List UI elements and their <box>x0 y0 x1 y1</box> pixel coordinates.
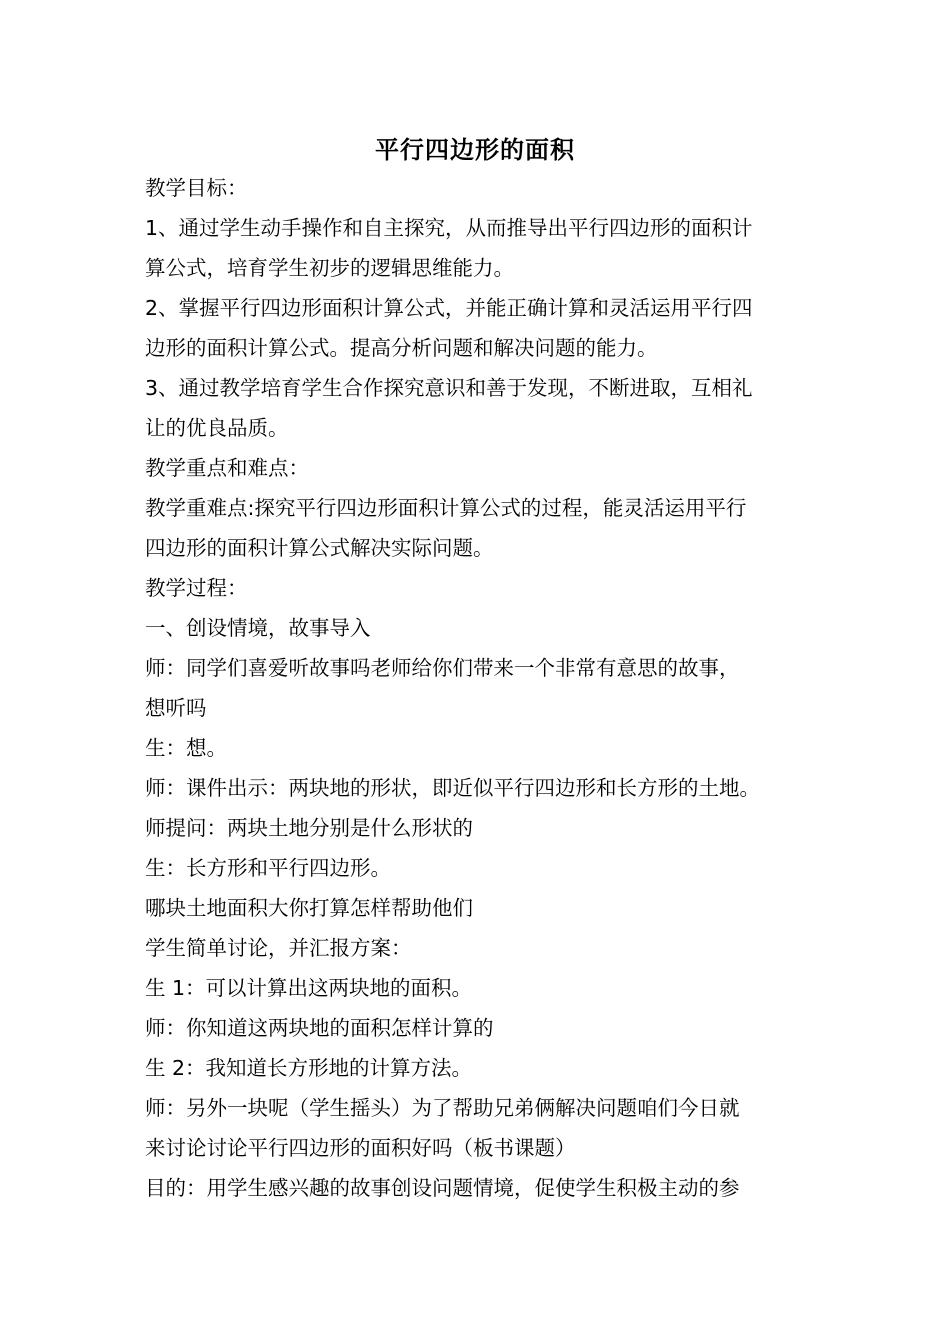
text-line: 师：另外一块呢（学生摇头）为了帮助兄弟俩解决问题咱们今日就 <box>145 1096 740 1120</box>
document-body <box>145 168 810 1208</box>
text-line: 学生简单讨论，并汇报方案： <box>145 936 412 960</box>
text-line: 一、创设情境，故事导入 <box>145 616 371 640</box>
text-line: 师：你知道这两块地的面积怎样计算的 <box>145 1016 494 1040</box>
text-line: 教学目标： <box>145 176 248 200</box>
text-line: 四边形的面积计算公式解决实际问题。 <box>145 536 494 560</box>
text-line: 2、掌握平行四边形面积计算公式，并能正确计算和灵活运用平行四 <box>145 296 753 320</box>
text-line: 目的：用学生感兴趣的故事创设问题情境，促使学生积极主动的参 <box>145 1176 740 1200</box>
text-line: 想听吗 <box>145 696 207 720</box>
text-line: 教学重难点:探究平行四边形面积计算公式的过程，能灵活运用平行 <box>145 496 747 520</box>
text-line: 1、通过学生动手操作和自主探究，从而推导出平行四边形的面积计 <box>145 216 753 240</box>
text-line: 生：想。 <box>145 736 227 760</box>
text-line: 边形的面积计算公式。提高分析问题和解决问题的能力。 <box>145 336 658 360</box>
text-line: 教学重点和难点： <box>145 456 309 480</box>
text-line: 算公式，培育学生初步的逻辑思维能力。 <box>145 256 514 280</box>
text-line: 生：长方形和平行四边形。 <box>145 856 391 880</box>
text-line: 师提问：两块土地分别是什么形状的 <box>145 816 473 840</box>
text-line: 3、通过教学培育学生合作探究意识和善于发现，不断进取，互相礼 <box>145 376 753 400</box>
text-line: 师：课件出示：两块地的形状，即近似平行四边形和长方形的土地。 <box>145 776 760 800</box>
document-title: 平行四边形的面积 <box>375 136 575 164</box>
text-line: 来讨论讨论平行四边形的面积好吗（板书课题） <box>145 1136 576 1160</box>
text-line: 教学过程： <box>145 576 248 600</box>
text-line: 生 2：我知道长方形地的计算方法。 <box>145 1056 473 1080</box>
text-line: 哪块土地面积大你打算怎样帮助他们 <box>145 896 473 920</box>
text-line: 生 1：可以计算出这两块地的面积。 <box>145 976 473 1000</box>
text-line: 师：同学们喜爱听故事吗老师给你们带来一个非常有意思的故事， <box>145 656 740 680</box>
text-line: 让的优良品质。 <box>145 416 289 440</box>
